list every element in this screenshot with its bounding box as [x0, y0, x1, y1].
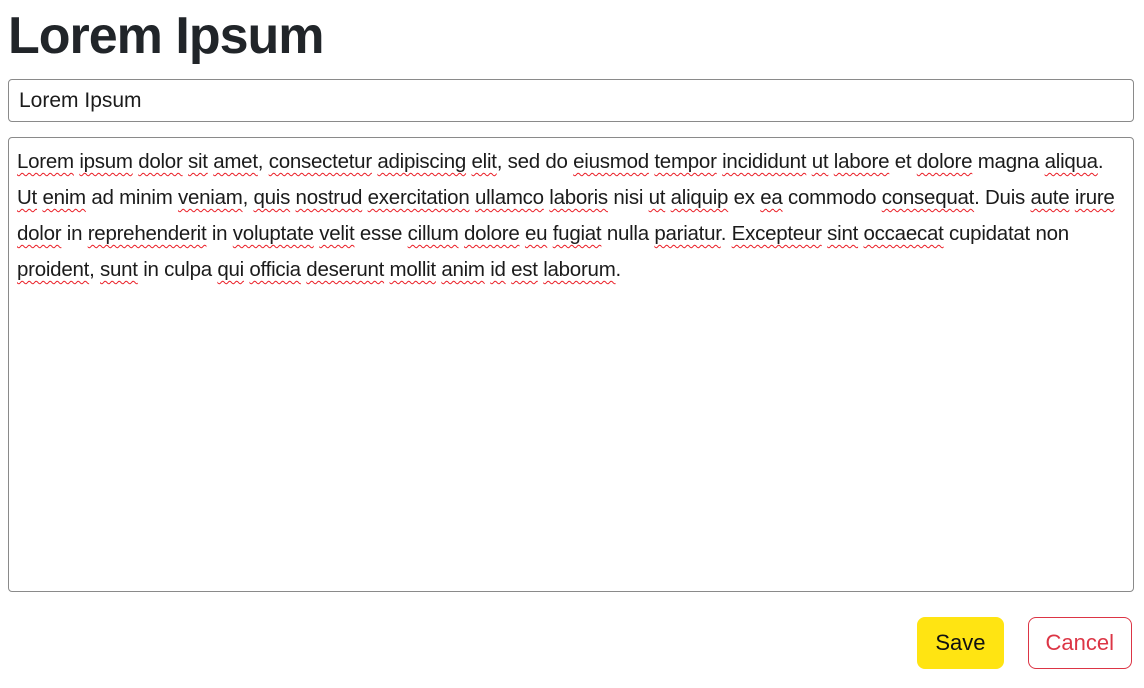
editor-word: magna: [977, 150, 1040, 173]
editor-word: ut: [811, 150, 829, 173]
form-actions: [8, 617, 1134, 669]
editor-word: aliqua: [1044, 150, 1098, 173]
editor-word: quis: [253, 186, 291, 209]
editor-word: labore: [833, 150, 890, 173]
editor-word: commodo: [788, 186, 877, 209]
editor-word: est: [511, 258, 538, 281]
editor-word: dolore: [464, 222, 520, 245]
editor-word: ex: [733, 186, 755, 209]
editor-word: consectetur: [268, 150, 372, 173]
resize-handle-icon[interactable]: [1119, 577, 1131, 589]
editor-word: in: [211, 222, 228, 245]
editor-word: anim: [441, 258, 485, 281]
editor-word: ,: [242, 186, 254, 209]
editor-word: ea: [760, 186, 783, 209]
editor-word: exercitation: [367, 186, 470, 209]
editor-word: dolor: [17, 222, 62, 245]
body-textarea[interactable]: [8, 137, 1134, 592]
editor-word: et: [894, 150, 912, 173]
editor-word: [1069, 222, 1074, 245]
editor-word: nulla: [606, 222, 649, 245]
editor-word: ,: [257, 150, 269, 173]
editor-word: sunt: [100, 258, 138, 281]
editor-word: Excepteur: [731, 222, 822, 245]
editor-word: in: [66, 222, 83, 245]
editor-word: non: [1035, 222, 1069, 245]
editor-word: enim: [42, 186, 86, 209]
editor-word: mollit: [389, 258, 436, 281]
editor-word: laborum: [543, 258, 616, 281]
editor-word: proident: [17, 258, 90, 281]
editor-word: irure: [1074, 186, 1115, 209]
editor-word: sint: [827, 222, 859, 245]
editor-word: .: [974, 186, 985, 209]
editor-word: ullamco: [474, 186, 544, 209]
editor-word: .: [720, 222, 732, 245]
editor-word: Duis: [985, 186, 1026, 209]
editor-word: in: [143, 258, 159, 281]
cancel-button[interactable]: Cancel: [1028, 617, 1132, 669]
editor-word: amet: [213, 150, 258, 173]
editor-word: sed: [507, 150, 540, 173]
editor-word: eu: [524, 222, 548, 245]
editor-word: velit: [319, 222, 355, 245]
editor-word: minim: [119, 186, 173, 209]
editor-word: nisi: [613, 186, 644, 209]
editor-word: eiusmod: [573, 150, 649, 173]
editor-word: incididunt: [722, 150, 807, 173]
editor-word: laboris: [549, 186, 608, 209]
editor-word: pariatur: [654, 222, 721, 245]
save-button[interactable]: Save: [917, 617, 1003, 669]
title-input[interactable]: [8, 79, 1134, 122]
editor-word: ut: [648, 186, 666, 209]
editor-word: dolore: [916, 150, 973, 173]
editor-word: fugiat: [552, 222, 602, 245]
editor-word: .: [615, 258, 621, 281]
editor-word: tempor: [654, 150, 717, 173]
editor-word: do: [545, 150, 568, 173]
page-title: Lorem Ipsum: [8, 7, 324, 65]
editor-word: ad: [91, 186, 114, 209]
editor-word: cupidatat: [949, 222, 1030, 245]
editor-word: consequat: [881, 186, 975, 209]
editor-word: elit: [471, 150, 497, 173]
editor-word: sit: [188, 150, 208, 173]
editor-word: [1115, 186, 1120, 209]
editor-word: ,: [89, 258, 100, 281]
editor-word: deserunt: [306, 258, 385, 281]
editor-word: ,: [496, 150, 508, 173]
editor-word: id: [490, 258, 506, 281]
editor-word: Ut: [17, 186, 37, 209]
editor-word: dolor: [138, 150, 183, 173]
editor-word: cillum: [407, 222, 459, 245]
editor-word: Lorem: [17, 150, 74, 173]
editor-word: esse: [359, 222, 403, 245]
editor-word: qui: [217, 258, 244, 281]
editor-word: adipiscing: [377, 150, 467, 173]
editor-word: .: [1097, 150, 1109, 173]
editor-word: reprehenderit: [87, 222, 207, 245]
editor-word: voluptate: [232, 222, 314, 245]
editor-word: aute: [1030, 186, 1070, 209]
editor-word: officia: [249, 258, 301, 281]
editor-word: nostrud: [295, 186, 363, 209]
editor-word: aliquip: [670, 186, 729, 209]
editor-word: veniam: [177, 186, 243, 209]
editor-word: occaecat: [863, 222, 944, 245]
editor-word: culpa: [164, 258, 212, 281]
editor-word: ipsum: [79, 150, 133, 173]
